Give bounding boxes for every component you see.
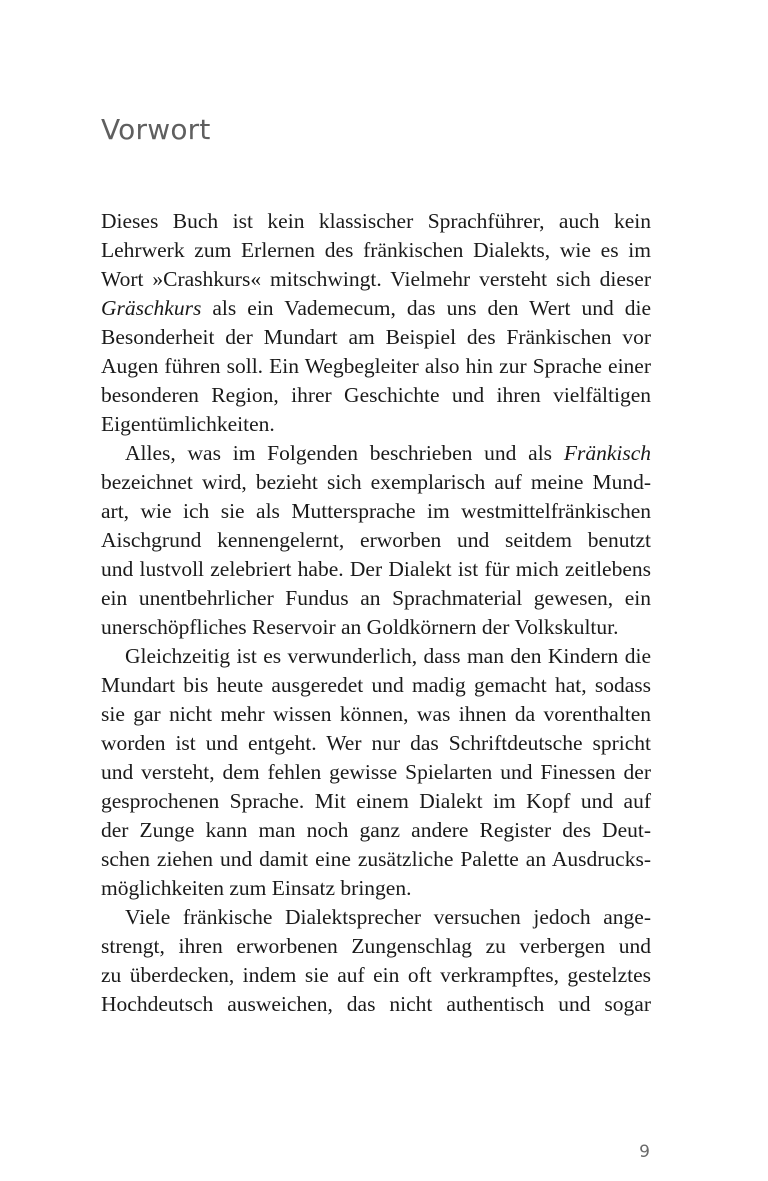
text-line: der Zunge kann man noch ganz andere Register des Deut- (101, 818, 651, 842)
text-line: bezeichnet wird, bezieht sich exemplarisch auf meine Mund- (101, 470, 651, 494)
text-line: Mundart bis heute ausgeredet und madig gemacht hat, sodass (101, 673, 651, 697)
italic-term: Fränkisch (563, 441, 651, 465)
text-line: schen ziehen und damit eine zusätzliche Palette an Ausdrucks- (101, 847, 651, 871)
text-line: und lustvoll zelebriert habe. Der Dialekt ist für mich zeitlebens (101, 557, 651, 581)
text-fragment: Alles, was im Folgenden beschrieben und als (125, 441, 564, 465)
text-line: Besonderheit der Mundart am Beispiel des Fränkischen vor (101, 325, 651, 349)
text-line: möglichkeiten zum Einsatz bringen. (101, 876, 412, 900)
page-number: 9 (639, 1142, 650, 1162)
text-line: Augen führen soll. Ein Wegbegleiter also hin zur Sprache einer (101, 354, 651, 378)
text-line: zu überdecken, indem sie auf ein oft verkrampftes, gestelztes (101, 963, 651, 987)
body-text (101, 207, 651, 1019)
text-line (101, 439, 651, 468)
text-line (101, 294, 651, 323)
text-line: Lehrwerk zum Erlernen des fränkischen Dialekts, wie es im (101, 238, 651, 262)
text-fragment: als ein Vademecum, das uns den Wert und die (201, 296, 651, 320)
italic-term: Gräschkurs (101, 296, 202, 320)
text-line: und versteht, dem fehlen gewisse Spielarten und Finessen der (101, 760, 651, 784)
text-line: Eigentümlichkeiten. (101, 412, 275, 436)
text-line: strengt, ihren erworbenen Zungenschlag zu verbergen und (101, 934, 651, 958)
text-line: gesprochenen Sprache. Mit einem Dialekt im Kopf und auf (101, 789, 651, 813)
text-line: ein unentbehrlicher Fundus an Sprachmaterial gewesen, ein (101, 586, 651, 610)
text-line: unerschöpfliches Reservoir an Goldkörnern der Volkskultur. (101, 615, 619, 639)
text-line: besonderen Region, ihrer Geschichte und ihren vielfältigen (101, 383, 651, 407)
text-line: worden ist und entgeht. Wer nur das Schriftdeutsche spricht (101, 731, 651, 755)
text-line: Wort »Crashkurs« mitschwingt. Vielmehr versteht sich dieser (101, 267, 651, 291)
text-line: Viele fränkische Dialektsprecher versuchen jedoch ange- (125, 905, 651, 929)
text-line: Hochdeutsch ausweichen, das nicht authentisch und sogar (101, 992, 651, 1016)
text-line: Dieses Buch ist kein klassischer Sprachführer, auch kein (101, 209, 651, 233)
text-line: Gleichzeitig ist es verwunderlich, dass man den Kindern die (125, 644, 651, 668)
text-line: art, wie ich sie als Muttersprache im westmittelfränkischen (101, 499, 651, 523)
chapter-heading: Vorwort (101, 113, 211, 146)
text-line: sie gar nicht mehr wissen können, was ihnen da vorenthalten (101, 702, 651, 726)
text-line: Aischgrund kennengelernt, erworben und seitdem benutzt (101, 528, 651, 552)
